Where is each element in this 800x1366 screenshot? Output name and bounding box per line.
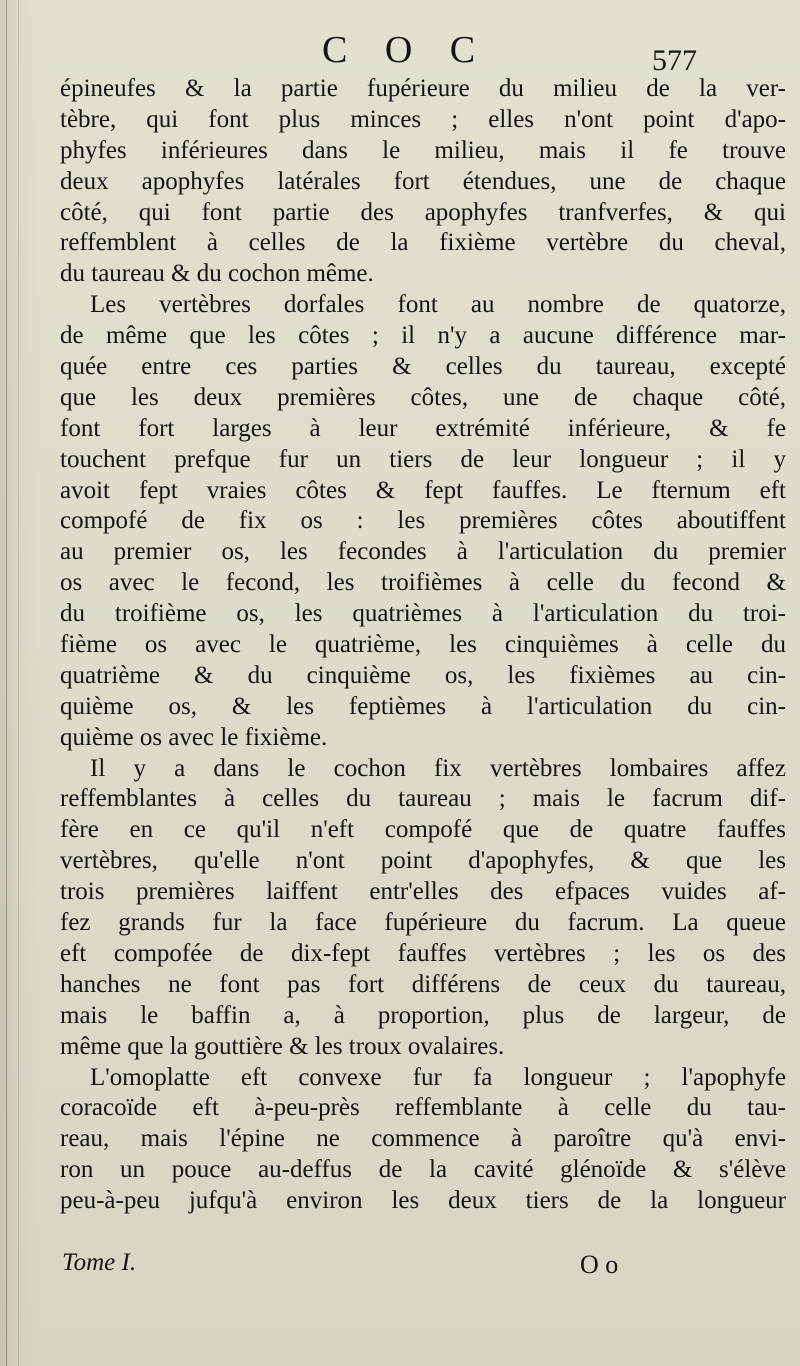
text-line: hanches ne font pas fort différens de ceux du taureau, <box>60 970 786 998</box>
text-line: peu-à-peu jufqu'à environ les deux tiers de la longueur <box>60 1187 786 1215</box>
text-line: tèbre, qui font plus minces ; elles n'ont point d'apo- <box>60 105 786 133</box>
text-line: phyfes inférieures dans le milieu, mais il fe trouve <box>60 136 786 164</box>
printer-signature-mark: O o <box>580 1250 619 1279</box>
text-line: au premier os, les fecondes à l'articulation du premier <box>60 538 786 566</box>
page-gutter-edge <box>6 0 7 1366</box>
text-line: L'omoplatte eft convexe fur fa longueur ; l'apophyfe <box>90 1063 786 1091</box>
volume-label: Tome I. <box>62 1249 137 1276</box>
text-line: mais le baffin a, à proportion, plus de largeur, de <box>60 1001 786 1029</box>
text-line: même que la gouttière & les troux ovalaires. <box>60 1032 505 1060</box>
text-line: fez grands fur la face fupérieure du facrum. La queue <box>60 909 786 937</box>
text-line: de même que les côtes ; il n'y a aucune différence mar- <box>60 322 786 350</box>
text-line: eft compofée de dix-fept fauffes vertèbres ; les os des <box>60 939 786 967</box>
text-line: que les deux premières côtes, une de chaque côté, <box>60 383 786 411</box>
body-text <box>60 74 786 1217</box>
text-line: du taureau & du cochon même. <box>60 260 374 288</box>
text-line: quatrième & du cinquième os, les fixièmes au cin- <box>60 661 786 689</box>
text-line: reau, mais l'épine ne commence à paroître qu'à envi- <box>60 1125 786 1153</box>
text-line: quée entre ces parties & celles du taureau, excepté <box>60 353 786 381</box>
text-line: trois premières laiffent entr'elles des efpaces vuides af- <box>60 878 786 906</box>
text-line: quième os avec le fixième. <box>60 723 328 751</box>
text-line: font fort larges à leur extrémité inférieure, & fe <box>60 414 786 442</box>
text-line: Il y a dans le cochon fix vertèbres lombaires affez <box>90 754 786 782</box>
text-line: ron un pouce au-deffus de la cavité glénoïde & s'élève <box>60 1156 786 1184</box>
text-line: quième os, & les feptièmes à l'articulation du cin- <box>60 692 786 720</box>
text-line: touchent prefque fur un tiers de leur longueur ; il y <box>60 445 786 473</box>
running-title: C O C <box>322 29 490 71</box>
text-line: compofé de fix os : les premières côtes aboutiffent <box>60 507 786 535</box>
text-line: fième os avec le quatrième, les cinquièmes à celle du <box>60 631 786 659</box>
text-line: os avec le fecond, les troifièmes à celle du fecond & <box>60 569 786 597</box>
text-line: Les vertèbres dorfales font au nombre de quatorze, <box>90 291 786 319</box>
text-line: deux apophyfes latérales fort étendues, une de chaque <box>60 167 786 195</box>
text-line: avoit fept vraies côtes & fept fauffes. Le fternum eft <box>60 476 786 504</box>
page-gutter-shadow <box>18 0 19 1366</box>
text-line: reffemblent à celles de la fixième vertèbre du cheval, <box>60 229 786 257</box>
text-line: côté, qui font partie des apophyfes tranfverfes, & qui <box>60 198 786 226</box>
text-line: reffemblantes à celles du taureau ; mais le facrum dif- <box>60 785 786 813</box>
page-footer <box>62 1248 622 1278</box>
text-line: épineufes & la partie fupérieure du milieu de la ver- <box>60 75 786 102</box>
text-line: fère en ce qu'il n'eft compofé que de quatre fauffes <box>60 816 786 844</box>
text-line: du troifième os, les quatrièmes à l'articulation du troi- <box>60 600 786 628</box>
page-number: 577 <box>652 44 697 77</box>
text-line: coracoïde eft à-peu-près reffemblante à celle du tau- <box>60 1094 786 1122</box>
text-line: vertèbres, qu'elle n'ont point d'apophyfes, & que les <box>60 847 786 875</box>
